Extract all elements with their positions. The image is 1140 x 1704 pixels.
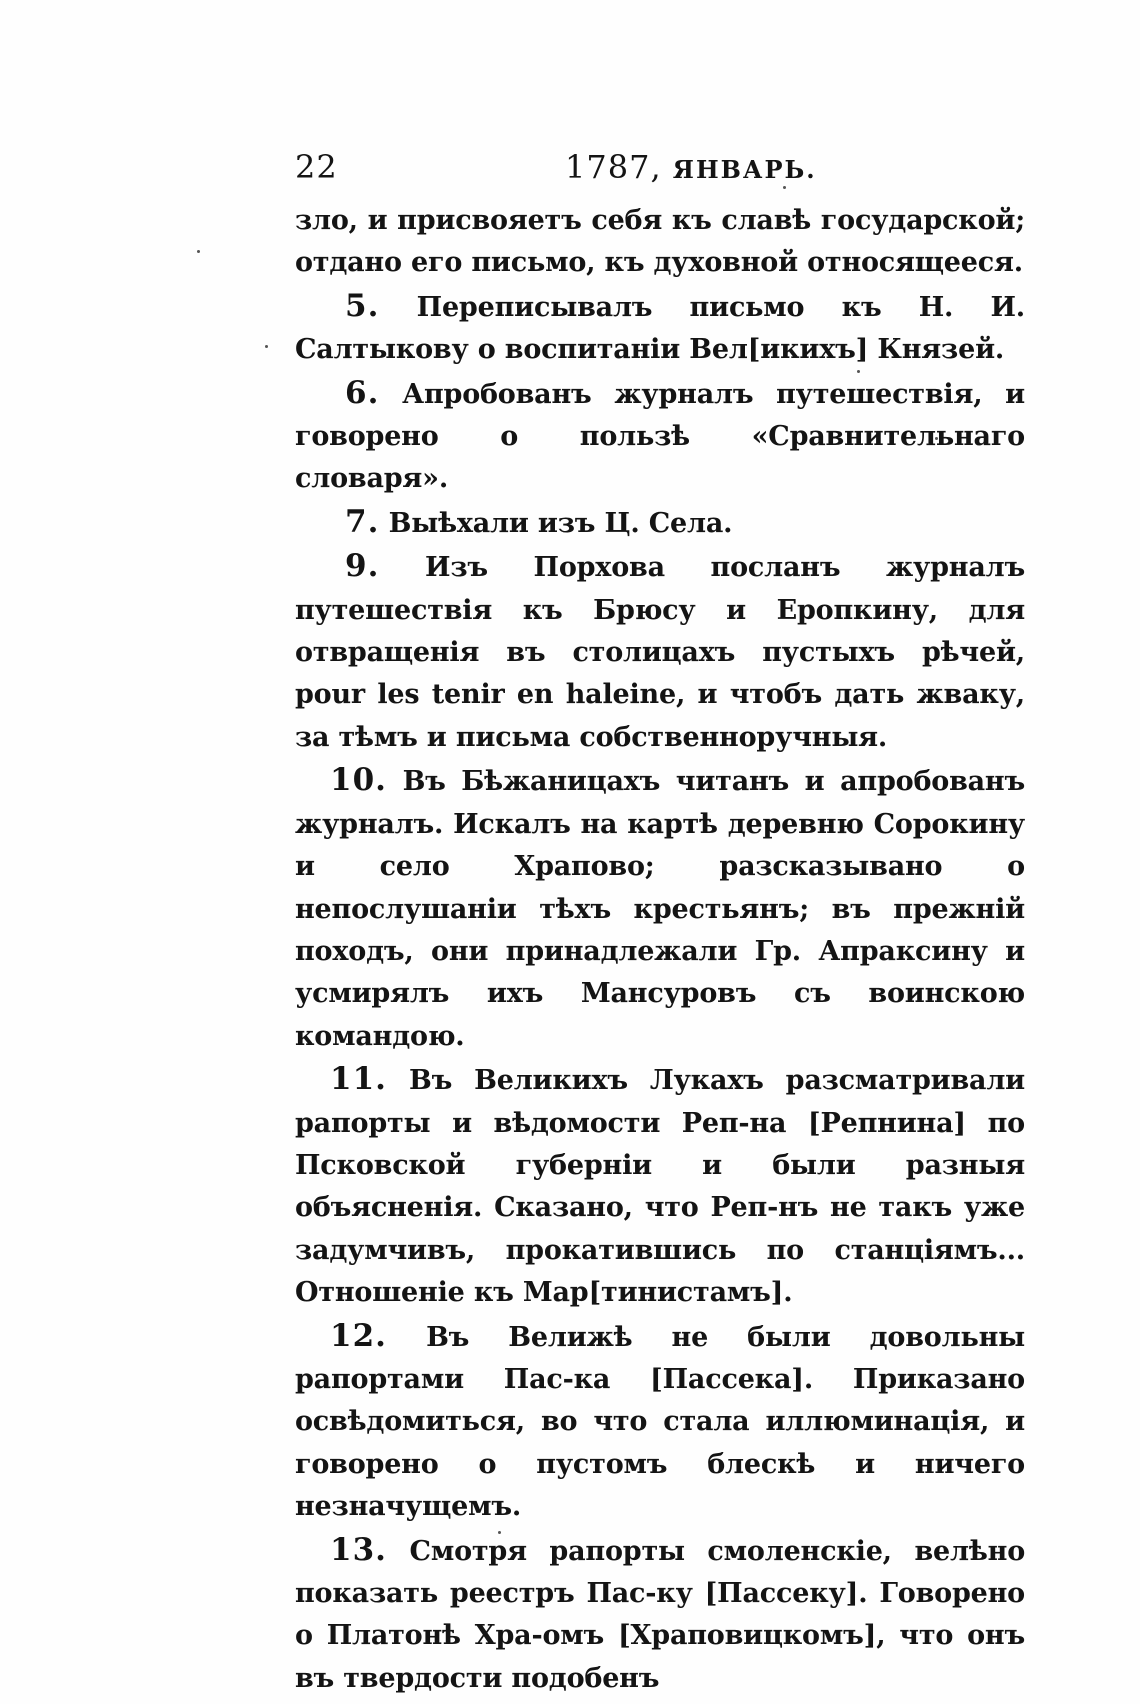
diary-entry-11 (295, 1058, 1025, 1314)
entry-date: 12. (330, 1317, 387, 1354)
diary-entry-12 (295, 1315, 1025, 1529)
entry-date: 10. (330, 762, 387, 799)
entry-text: Въ Великихъ Лукахъ разсматривали рапорты и вѣдомости Реп-на [Репнина] по Псковской губерніи и были разныя объясненія. Сказано, что Реп-нъ не такъ уже задумчивъ, прокатившись по станціямъ... Отношеніе къ Мар[тинистамъ]. (295, 1065, 1026, 1309)
book-page (295, 140, 1025, 1700)
diary-entry-7 (295, 501, 1025, 545)
entry-text: Въ Велижѣ не были довольны рапортами Пас-ка [Пассека]. Приказано освѣдомиться, во что стала иллюминація, и говорено о пустомъ блескѣ и ничего незначущемъ. (295, 1321, 1025, 1523)
entry-text: Выѣхали изъ Ц. Села. (388, 507, 733, 539)
diary-entry-9 (295, 545, 1025, 759)
print-speck (197, 250, 200, 253)
diary-entry-10 (295, 759, 1025, 1058)
entry-date: 7. (345, 503, 380, 540)
entry-text: Смотря рапорты смоленскіе, велѣно показать реестръ Пас-ку [Пассеку]. Говорено о Платонѣ Хра-омъ [Храповицкомъ], что онъ въ твердости подобенъ (295, 1535, 1026, 1694)
continuation-paragraph (295, 200, 1025, 285)
entry-date: 9. (345, 548, 380, 585)
header-year: 1787, (565, 148, 662, 186)
diary-entry-5 (295, 285, 1025, 372)
entry-date: 11. (330, 1061, 387, 1098)
paragraph-text: зло, и присвояетъ себя къ славѣ государской; отдано его письмо, къ духовной относящееся. (295, 205, 1025, 279)
entry-date: 5. (345, 287, 380, 324)
entry-text: Апробованъ журналъ путешествія, и говорено о пользѣ «Сравнительнаго словаря». (295, 378, 1025, 495)
diary-text (295, 200, 1025, 1700)
print-speck (265, 345, 268, 348)
entry-text: Въ Бѣжаницахъ читанъ и апробованъ журналъ. Искалъ на картѣ деревню Сорокину и село Храпово; разсказывано о непослушаніи тѣхъ крестьянъ; въ прежній походъ, они принадлежали Гр. Апраксину и усмирялъ ихъ Мансуровъ съ воинскою командою. (295, 766, 1025, 1052)
diary-entry-6 (295, 372, 1025, 501)
running-head (295, 140, 1025, 200)
entry-text: Изъ Порхова посланъ журналъ путешествія къ Брюсу и Еропкину, для отвращенія въ столицахъ пустыхъ рѣчей, pour les tenir en haleine, и чтобъ дать жваку, за тѣмъ и письма собственноручныя. (295, 552, 1026, 753)
diary-entry-13 (295, 1529, 1025, 1701)
header-month: ЯНВАРЬ. (672, 155, 817, 184)
entry-date: 6. (345, 374, 380, 411)
entry-text: Переписывалъ письмо къ Н. И. Салтыкову о воспитаніи Вел[икихъ] Князей. (295, 291, 1026, 366)
running-title (565, 148, 817, 186)
page-number: 22 (295, 148, 338, 186)
entry-date: 13. (330, 1531, 387, 1568)
